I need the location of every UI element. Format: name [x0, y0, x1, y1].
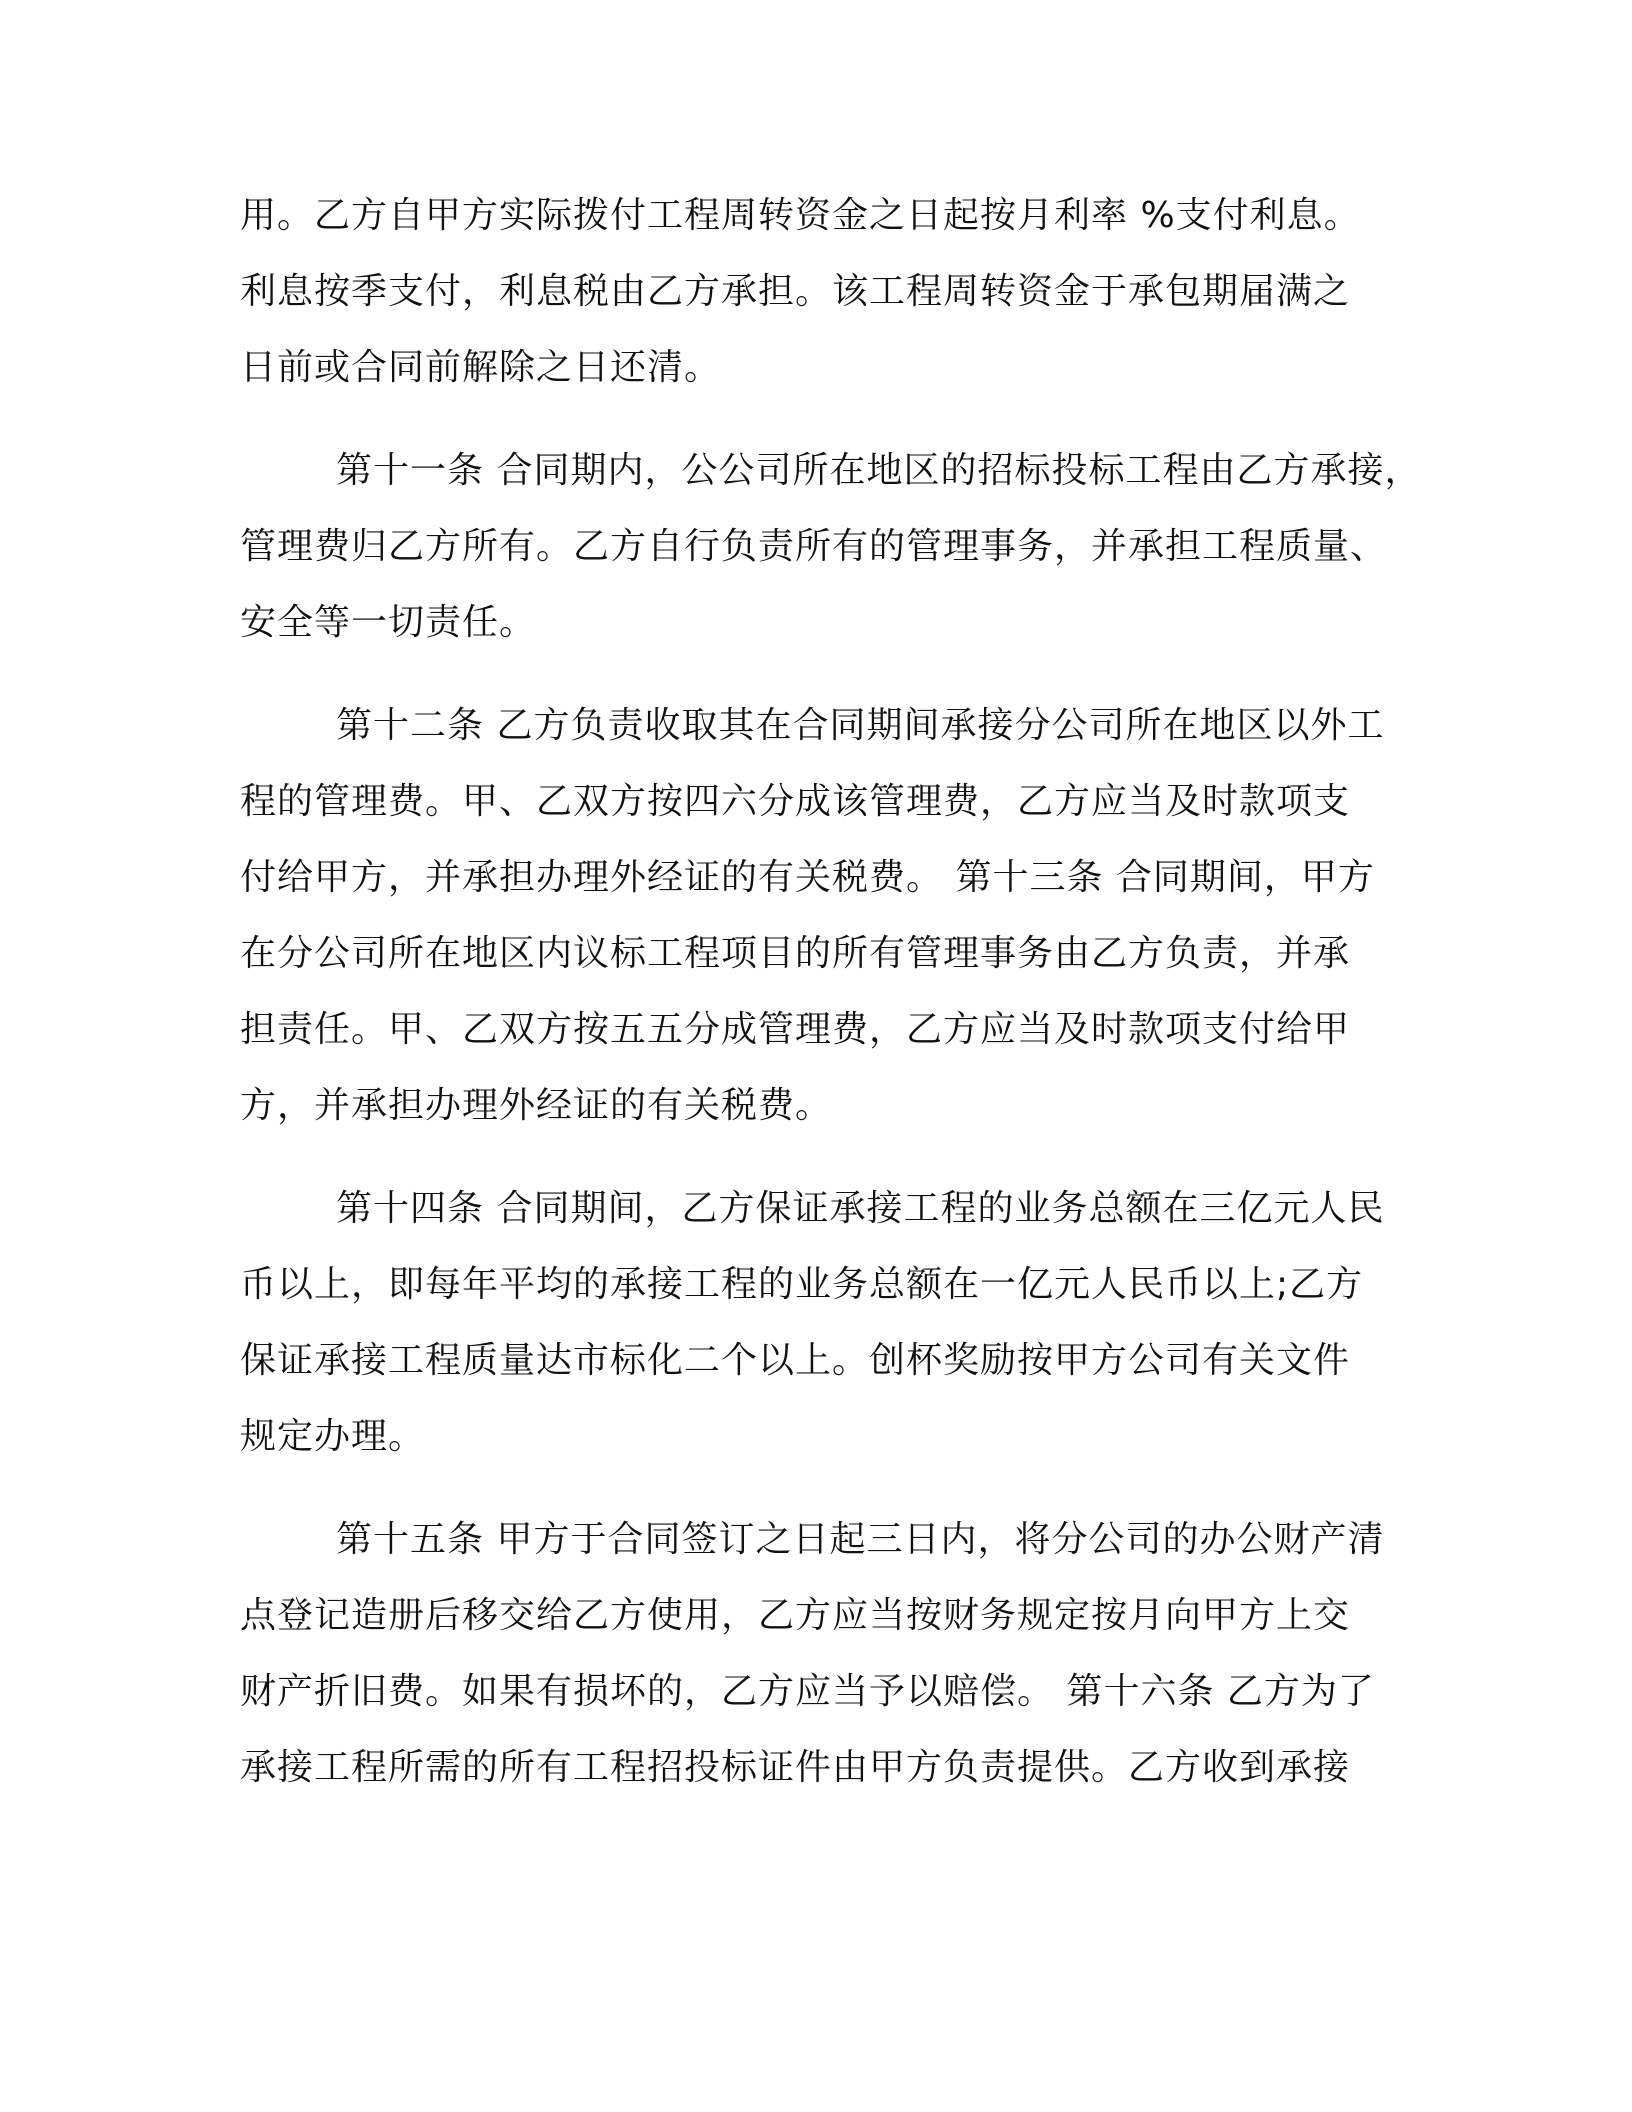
text-line: 点登记造册后移交给乙方使用，乙方应当按财务规定按月向甲方上交: [240, 1595, 1351, 1636]
text-line: 管理费归乙方所有。乙方自行负责所有的管理事务，并承担工程质量、: [240, 526, 1388, 567]
text-line: 第十二条 乙方负责收取其在合同期间承接分公司所在地区以外工: [336, 705, 1385, 746]
text-line: 保证承接工程质量达市标化二个以上。创杯奖励按甲方公司有关文件: [240, 1340, 1351, 1381]
text-line: 方，并承担办理外经证的有关税费。: [240, 1085, 833, 1126]
text-line: 币以上，即每年平均的承接工程的业务总额在一亿元人民币以上;乙方: [240, 1264, 1364, 1305]
text-line: 担责任。甲、乙双方按五五分成管理费，乙方应当及时款项支付给甲: [240, 1009, 1351, 1050]
text-line: 承接工程所需的所有工程招投标证件由甲方负责提供。乙方收到承接: [240, 1747, 1351, 1788]
paragraph-article-15-16: [240, 1502, 1400, 1806]
text-line: 在分公司所在地区内议标工程项目的所有管理事务由乙方负责，并承: [240, 933, 1351, 974]
paragraph-interest: [240, 178, 1400, 406]
text-line: 用。乙方自甲方实际拨付工程周转资金之日起按月利率 %支付利息。: [240, 195, 1361, 236]
text-line: 第十一条 合同期内，公公司所在地区的招标投标工程由乙方承接，: [336, 450, 1422, 491]
text-line: 财产折旧费。如果有损坏的，乙方应当予以赔偿。 第十六条 乙方为了: [240, 1671, 1375, 1712]
paragraph-article-11: [240, 433, 1422, 661]
text-line: 第十四条 合同期间，乙方保证承接工程的业务总额在三亿元人民: [336, 1188, 1385, 1229]
text-line: 程的管理费。甲、乙双方按四六分成该管理费，乙方应当及时款项支: [240, 781, 1351, 822]
text-line: 利息按季支付，利息税由乙方承担。该工程周转资金于承包期届满之: [240, 271, 1351, 312]
paragraph-article-14: [240, 1171, 1400, 1475]
text-line: 安全等一切责任。: [240, 602, 537, 643]
text-line: 规定办理。: [240, 1416, 426, 1457]
text-line: 付给甲方，并承担办理外经证的有关税费。 第十三条 合同期间，甲方: [240, 857, 1375, 898]
text-line: 第十五条 甲方于合同签订之日起三日内，将分公司的办公财产清: [336, 1519, 1385, 1560]
text-line: 日前或合同前解除之日还清。: [240, 347, 722, 388]
paragraph-article-12-13: [240, 688, 1400, 1144]
